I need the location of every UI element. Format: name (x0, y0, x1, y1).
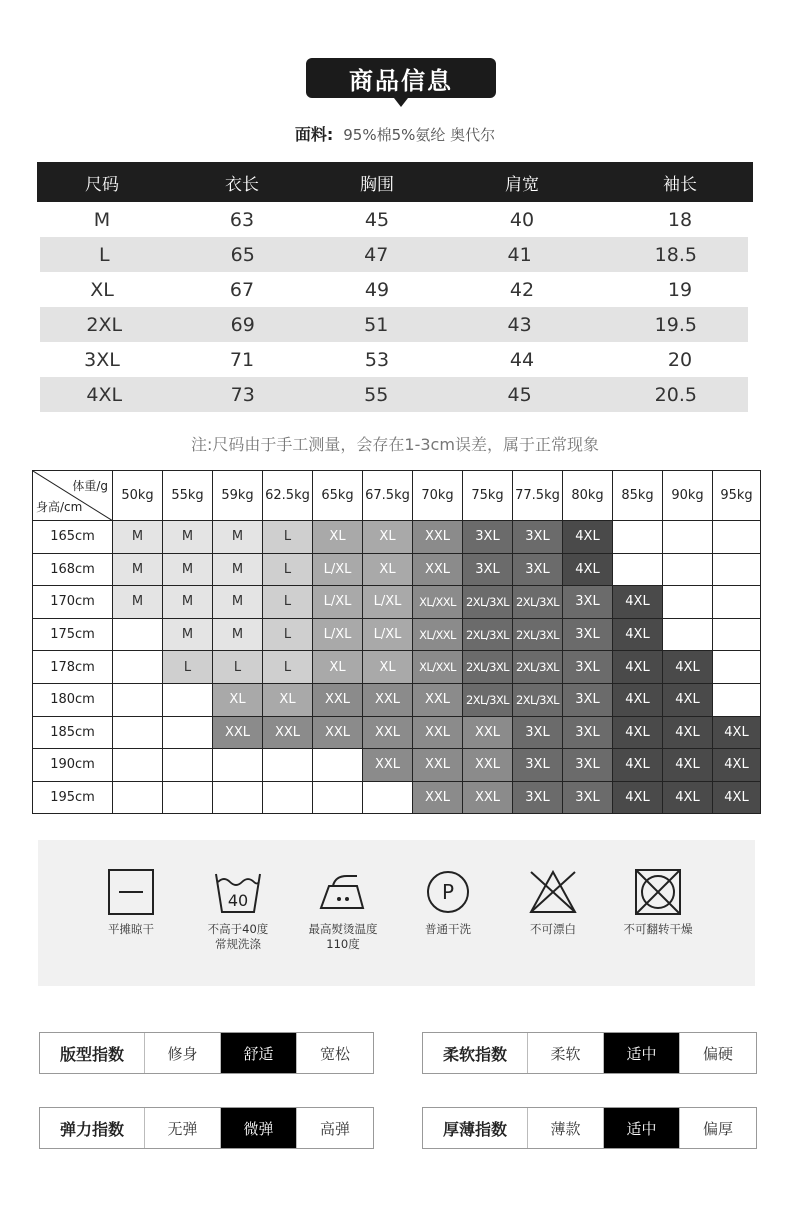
size-cell: 4XL (663, 749, 713, 782)
size-cell: XXL (413, 521, 463, 554)
dry-clean-p-icon (424, 868, 472, 916)
grid-row (33, 683, 761, 716)
row-chest: 55 (364, 383, 389, 406)
size-cell: XXL (413, 553, 463, 586)
size-table-row (40, 237, 748, 272)
care-label: 不可翻转干燥 (623, 922, 693, 936)
thickness-index (422, 1107, 757, 1149)
header-sleeve: 袖长 (663, 174, 697, 195)
grid-row (33, 618, 761, 651)
size-cell: XXL (413, 683, 463, 716)
size-cell: L (263, 521, 313, 554)
size-cell: 2XL/3XL (513, 618, 563, 651)
size-cell: 3XL (463, 553, 513, 586)
size-cell: XL/XXL (413, 586, 463, 619)
size-table-row (37, 202, 753, 237)
weight-header: 95kg (713, 471, 761, 521)
fabric-info (0, 122, 790, 145)
index-option: 宽松 (319, 1044, 350, 1063)
title-badge: 商品信息 (306, 58, 496, 98)
grid-row (33, 651, 761, 684)
size-cell: XXL (413, 749, 463, 782)
row-size: L (98, 243, 110, 266)
size-cell: 4XL (613, 749, 663, 782)
size-table (37, 162, 753, 412)
size-cell (263, 749, 313, 782)
care-label: 常规洗涤 (215, 937, 261, 951)
size-cell: XXL (463, 749, 513, 782)
care-no-bleach (503, 868, 603, 937)
size-cell: XXL (363, 716, 413, 749)
size-cell: 3XL (513, 553, 563, 586)
size-cell: 3XL (563, 716, 613, 749)
size-recommendation-grid (32, 470, 761, 814)
size-cell (163, 749, 213, 782)
weight-header: 50kg (113, 471, 163, 521)
size-cell: L/XL (313, 618, 363, 651)
index-option: 适中 (604, 1033, 680, 1073)
size-cell: XL/XXL (413, 651, 463, 684)
size-cell (613, 553, 663, 586)
weight-header: 55kg (163, 471, 213, 521)
index-option: 适中 (604, 1108, 680, 1148)
height-label: 165cm (33, 521, 113, 554)
weight-header: 85kg (613, 471, 663, 521)
size-cell (713, 553, 761, 586)
row-chest: 45 (364, 208, 390, 231)
index-option: 无弹 (145, 1108, 221, 1148)
size-cell: XL (363, 553, 413, 586)
size-cell: L (263, 651, 313, 684)
size-cell: 3XL (563, 781, 613, 814)
size-cell (713, 651, 761, 684)
size-cell: XL/XXL (413, 618, 463, 651)
size-cell (113, 651, 163, 684)
height-label: 190cm (33, 749, 113, 782)
weight-header: 59kg (213, 471, 263, 521)
size-cell: L (263, 586, 313, 619)
size-cell (163, 781, 213, 814)
size-cell: 3XL (563, 683, 613, 716)
size-cell: XL (213, 683, 263, 716)
size-cell: 2XL/3XL (463, 651, 513, 684)
size-cell: XXL (413, 781, 463, 814)
weight-header: 80kg (563, 471, 613, 521)
size-cell: XXL (313, 716, 363, 749)
size-cell: M (213, 553, 263, 586)
index-label: 柔软指数 (423, 1033, 528, 1073)
size-cell: 3XL (513, 716, 563, 749)
row-shoulder: 41 (507, 243, 532, 266)
care-no-tumble-dry (608, 868, 708, 937)
size-cell (663, 521, 713, 554)
fabric-label: 面料: (294, 125, 334, 144)
index-label: 弹力指数 (40, 1108, 145, 1148)
row-size: 4XL (86, 383, 123, 406)
size-cell: XXL (463, 716, 513, 749)
size-cell: 4XL (613, 586, 663, 619)
grid-row (33, 586, 761, 619)
size-cell: 2XL/3XL (463, 586, 513, 619)
weight-header: 75kg (463, 471, 513, 521)
flat-dry-icon (107, 868, 155, 916)
size-table-header (37, 162, 753, 202)
size-cell: M (213, 586, 263, 619)
size-cell (213, 749, 263, 782)
size-cell: 4XL (613, 618, 663, 651)
header-chest: 胸围 (360, 174, 394, 195)
size-cell: 3XL (563, 586, 613, 619)
height-label: 170cm (33, 586, 113, 619)
row-sleeve: 18.5 (654, 243, 697, 266)
size-cell: M (113, 586, 163, 619)
row-size: 3XL (84, 348, 120, 371)
height-label: 175cm (33, 618, 113, 651)
size-cell: 4XL (663, 781, 713, 814)
height-label: 178cm (33, 651, 113, 684)
grid-row (33, 553, 761, 586)
no-bleach-icon (527, 868, 579, 916)
size-cell: M (163, 521, 213, 554)
size-cell: XXL (313, 683, 363, 716)
index-option: 偏厚 (702, 1119, 733, 1138)
measurement-note: 注:尺码由于手工测量，会存在1-3cm误差，属于正常现象 (191, 435, 599, 454)
size-cell: XXL (363, 749, 413, 782)
header-size: 尺码 (85, 174, 119, 195)
no-tumble-dry-icon (634, 868, 682, 916)
size-cell: 3XL (563, 651, 613, 684)
size-cell: 4XL (613, 651, 663, 684)
size-cell: 3XL (513, 749, 563, 782)
section-title (0, 58, 790, 110)
size-cell: L/XL (313, 553, 363, 586)
care-label: 普通干洗 (425, 922, 471, 936)
title-arrow (394, 98, 408, 107)
size-cell (113, 683, 163, 716)
care-flat-dry (81, 868, 181, 937)
size-cell (113, 716, 163, 749)
care-label: 平摊晾干 (108, 922, 154, 936)
elasticity-index (39, 1107, 374, 1149)
row-length: 67 (229, 278, 255, 301)
size-cell (113, 618, 163, 651)
size-cell: L/XL (363, 586, 413, 619)
fabric-value: 95%棉5%氨纶 奥代尔 (343, 126, 496, 144)
weight-header: 70kg (413, 471, 463, 521)
row-sleeve: 20 (667, 348, 693, 371)
size-cell: 3XL (513, 781, 563, 814)
row-size: XL (90, 278, 114, 301)
size-table-row (37, 272, 753, 307)
size-table-row (40, 377, 748, 412)
care-label: 110度 (326, 937, 360, 951)
size-cell: M (163, 553, 213, 586)
header-length: 衣长 (225, 174, 259, 195)
size-cell (113, 781, 163, 814)
size-cell: 3XL (513, 521, 563, 554)
size-cell: L/XL (363, 618, 413, 651)
size-cell: 2XL/3XL (463, 683, 513, 716)
size-cell: 2XL/3XL (513, 683, 563, 716)
row-shoulder: 43 (507, 313, 532, 336)
wash-temp-number: 40 (227, 891, 249, 910)
size-cell: M (163, 586, 213, 619)
row-shoulder: 45 (507, 383, 532, 406)
care-wash-40 (188, 868, 288, 952)
care-dry-clean (398, 868, 498, 937)
size-cell: XL (263, 683, 313, 716)
size-cell: M (113, 553, 163, 586)
care-label: 最高熨烫温度 (308, 922, 378, 936)
weight-header: 65kg (313, 471, 363, 521)
index-label: 厚薄指数 (423, 1108, 528, 1148)
row-sleeve: 19.5 (654, 313, 697, 336)
size-cell: 4XL (713, 716, 761, 749)
height-label: 180cm (33, 683, 113, 716)
size-cell: L (213, 651, 263, 684)
care-label: 不可漂白 (530, 922, 576, 936)
size-cell: M (213, 618, 263, 651)
size-cell (163, 683, 213, 716)
size-cell: XXL (463, 781, 513, 814)
size-cell: L/XL (313, 586, 363, 619)
grid-row (33, 781, 761, 814)
size-cell: 4XL (563, 521, 613, 554)
size-cell: 2XL/3XL (513, 586, 563, 619)
size-cell: 3XL (563, 618, 613, 651)
size-cell: XXL (413, 716, 463, 749)
size-table-row (37, 342, 753, 377)
weight-header: 62.5kg (263, 471, 313, 521)
size-cell: 2XL/3XL (463, 618, 513, 651)
size-cell (363, 781, 413, 814)
row-chest: 49 (364, 278, 390, 301)
size-cell (313, 749, 363, 782)
size-cell: XL (363, 521, 413, 554)
size-cell: 3XL (463, 521, 513, 554)
row-chest: 51 (364, 313, 389, 336)
size-cell (713, 683, 761, 716)
height-label: 195cm (33, 781, 113, 814)
weight-header: 67.5kg (363, 471, 413, 521)
size-cell: L (263, 618, 313, 651)
dry-clean-letter: P (441, 880, 455, 904)
row-sleeve: 20.5 (654, 383, 697, 406)
size-cell: XL (313, 651, 363, 684)
index-option: 微弹 (221, 1108, 297, 1148)
care-label: 不高于40度 (207, 922, 269, 936)
row-size: M (93, 208, 111, 231)
row-length: 69 (230, 313, 255, 336)
row-chest: 53 (364, 348, 390, 371)
grid-row (33, 716, 761, 749)
row-shoulder: 42 (509, 278, 535, 301)
size-cell: 2XL/3XL (513, 651, 563, 684)
size-cell (663, 553, 713, 586)
size-cell (663, 618, 713, 651)
size-cell (713, 586, 761, 619)
care-iron (293, 868, 393, 952)
row-shoulder: 40 (509, 208, 535, 231)
size-cell (663, 586, 713, 619)
size-cell (113, 749, 163, 782)
size-cell: 4XL (663, 683, 713, 716)
size-cell (613, 521, 663, 554)
size-cell (313, 781, 363, 814)
size-cell: 4XL (613, 716, 663, 749)
row-sleeve: 18 (667, 208, 693, 231)
weight-header: 77.5kg (513, 471, 563, 521)
size-cell: 4XL (663, 716, 713, 749)
size-cell: XXL (263, 716, 313, 749)
index-option: 偏硬 (702, 1044, 733, 1063)
height-label: 185cm (33, 716, 113, 749)
index-option: 高弹 (319, 1119, 350, 1138)
size-cell: XL (363, 651, 413, 684)
size-cell: XXL (213, 716, 263, 749)
row-size: 2XL (86, 313, 123, 336)
index-option: 薄款 (528, 1108, 604, 1148)
fit-index (39, 1032, 374, 1074)
index-option: 柔软 (528, 1033, 604, 1073)
corner-height-label: 身高/cm (36, 500, 83, 514)
size-cell: 4XL (713, 781, 761, 814)
size-cell: L (263, 553, 313, 586)
grid-corner (33, 471, 113, 521)
grid-row (33, 749, 761, 782)
size-cell: XXL (363, 683, 413, 716)
row-chest: 47 (364, 243, 389, 266)
size-cell (163, 716, 213, 749)
wash-40-icon (214, 868, 262, 916)
row-length: 63 (229, 208, 255, 231)
size-cell: 4XL (713, 749, 761, 782)
row-length: 73 (230, 383, 255, 406)
size-cell: 3XL (563, 749, 613, 782)
size-cell: 4XL (613, 683, 663, 716)
index-label: 版型指数 (40, 1033, 145, 1073)
row-shoulder: 44 (509, 348, 535, 371)
size-cell: M (113, 521, 163, 554)
size-table-row (40, 307, 748, 342)
size-cell: 4XL (663, 651, 713, 684)
size-cell (263, 781, 313, 814)
iron-icon (317, 868, 369, 916)
size-cell: XL (313, 521, 363, 554)
size-cell (213, 781, 263, 814)
size-cell (713, 521, 761, 554)
height-label: 168cm (33, 553, 113, 586)
size-cell: L (163, 651, 213, 684)
weight-header: 90kg (663, 471, 713, 521)
size-cell: 4XL (563, 553, 613, 586)
size-cell: M (213, 521, 263, 554)
header-shoulder: 肩宽 (505, 174, 539, 195)
corner-weight-label: 体重/g (72, 479, 108, 493)
size-cell (713, 618, 761, 651)
grid-row (33, 521, 761, 554)
index-option: 修身 (145, 1033, 221, 1073)
softness-index (422, 1032, 757, 1074)
row-length: 65 (230, 243, 255, 266)
care-instructions (38, 840, 755, 986)
size-cell: 4XL (613, 781, 663, 814)
row-sleeve: 19 (667, 278, 693, 301)
size-cell: M (163, 618, 213, 651)
index-option: 舒适 (221, 1033, 297, 1073)
row-length: 71 (229, 348, 255, 371)
